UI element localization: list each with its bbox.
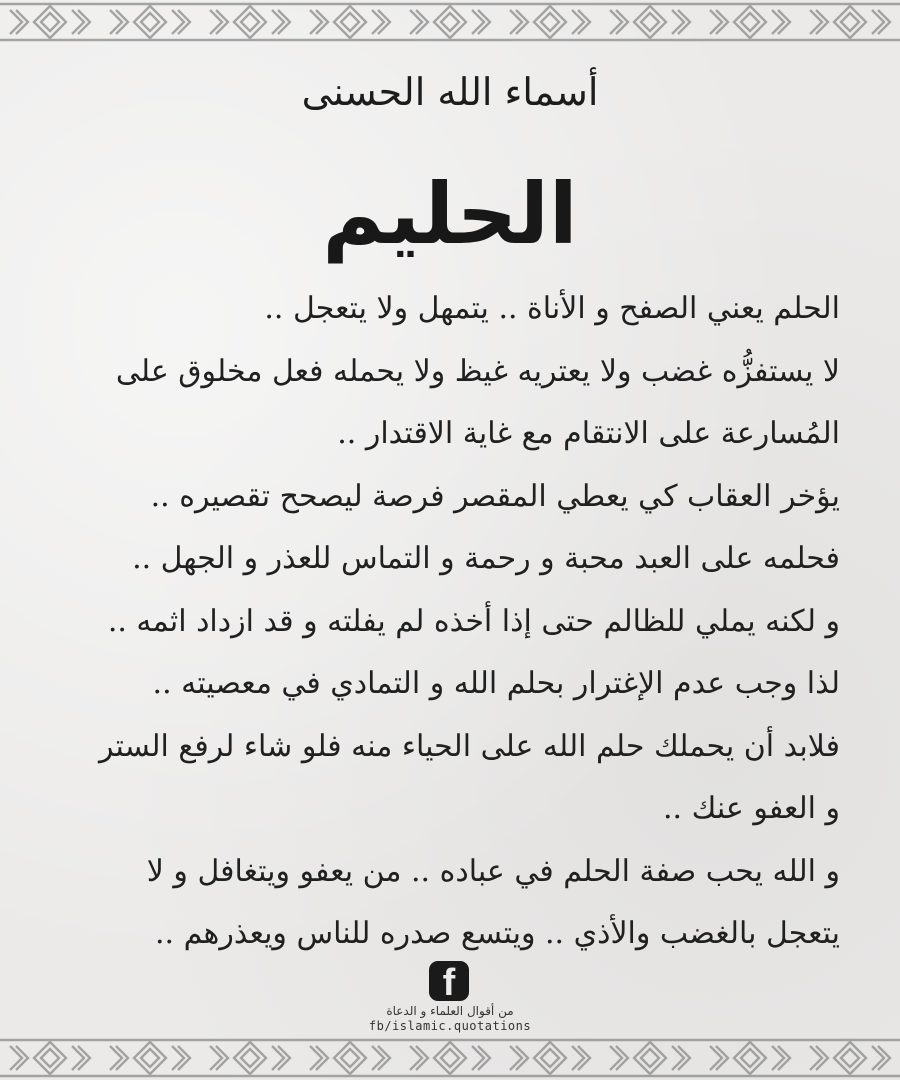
top-ornament-border — [0, 0, 900, 44]
names-of-allah-heading: أسماء الله الحسنى — [301, 70, 599, 114]
bottom-ornament-border — [0, 1036, 900, 1080]
body-line: يتعجل بالغضب والأذي .. ويتسع صدره للناس ويعذرهم .. — [154, 916, 840, 951]
body-line: لذا وجب عدم الإغترار بحلم الله و التمادي في معصيته .. — [152, 666, 840, 701]
body-line: و الله يحب صفة الحلم في عباده .. من يعفو ويتغافل و لا — [146, 853, 840, 889]
body-text — [60, 278, 840, 966]
body-line: يؤخر العقاب كي يعطي المقصر فرصة ليصحح تقصيره .. — [150, 478, 840, 514]
body-line: لا يستفزُّه غضب ولا يعتريه غيظ ولا يحمله فعل مخلوق على — [115, 353, 840, 389]
page-title: الحليم — [322, 165, 578, 263]
body-line: و العفو عنك .. — [662, 791, 840, 826]
body-line: فلابد أن يحملك حلم الله على الحياء منه فلو شاء لرفع الستر — [99, 728, 840, 764]
body-line: المُسارعة على الانتقام مع غاية الاقتدار .. — [337, 416, 840, 451]
body-line: و لكنه يملي للظالم حتى إذا أخذه لم يفلته و قد ازداد اثمه .. — [107, 603, 840, 639]
source-caption: من أقوال العلماء و الدعاة — [386, 1004, 514, 1018]
facebook-handle[interactable]: fb/islamic.quotations — [368, 1019, 532, 1033]
facebook-icon[interactable]: f — [429, 961, 469, 1001]
body-line: الحلم يعني الصفح و الأناة .. يتمهل ولا يتعجل .. — [264, 291, 840, 326]
body-line: فحلمه على العبد محبة و رحمة و التماس للعذر و الجهل .. — [132, 541, 840, 576]
